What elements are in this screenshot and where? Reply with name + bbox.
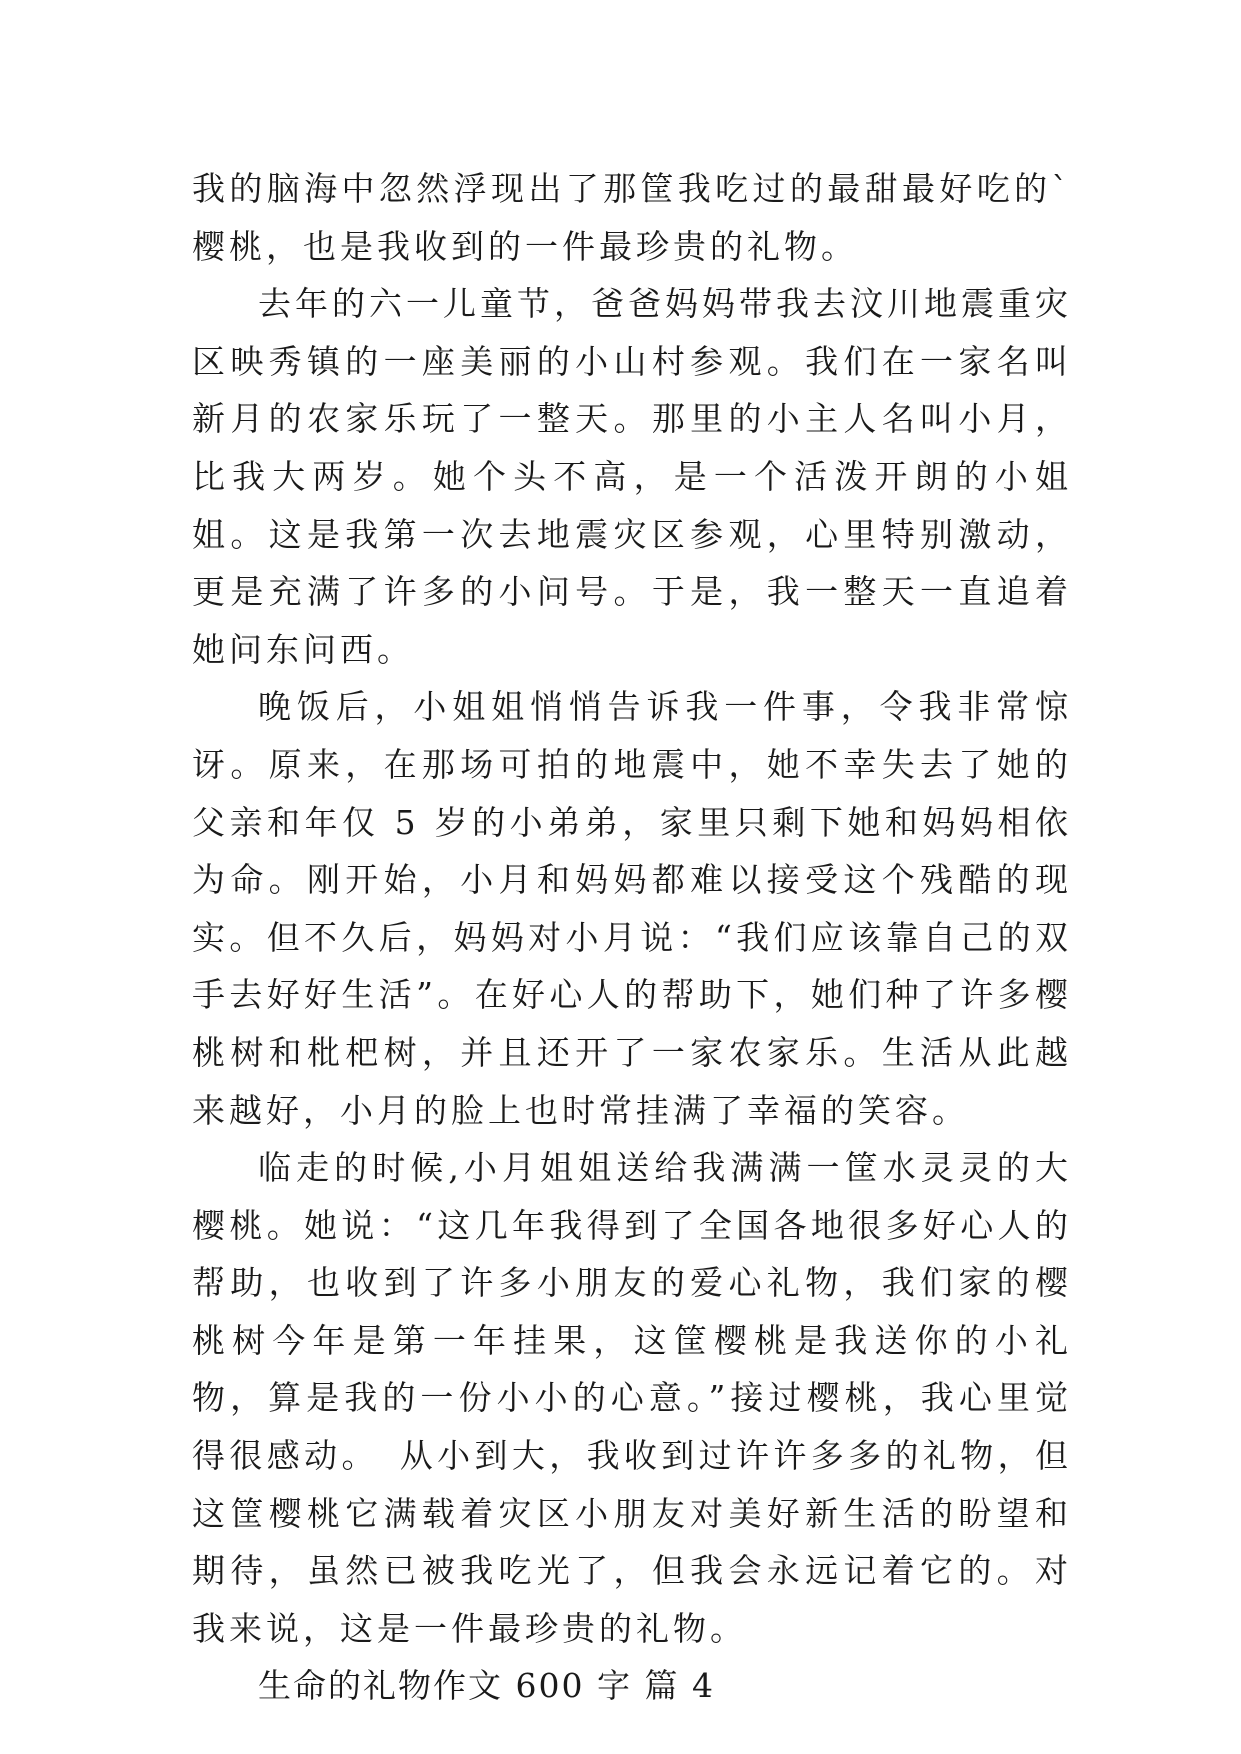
- paragraph-2: 去年的六一儿童节，爸爸妈妈带我去汶川地震重灾区映秀镇的一座美丽的小山村参观。我们在一家名叫新月的农家乐玩了一整天。那里的小主人名叫小月，比我大两岁。她个头不高，是一个活泼开朗的小姐姐。这是我第一次去地震灾区参观，心里特别激动，更是充满了许多的小问号。于是，我一整天一直追着她问东问西。: [192, 284, 1072, 669]
- article-body: [192, 160, 1072, 1715]
- section-heading: 生命的礼物作文 600 字 篇 4: [258, 1666, 715, 1706]
- paragraph-3: 晚饭后，小姐姐悄悄告诉我一件事，令我非常惊讶。原来，在那场可拍的地震中，她不幸失去了她的父亲和年仅 5 岁的小弟弟，家里只剩下她和妈妈相依为命。刚开始，小月和妈妈都难以接受这个残酷的现实。但不久后，妈妈对小月说：“我们应该靠自己的双手去好好生活”。在好心人的帮助下，她们种了许多樱桃树和枇杷树，并且还开了一家农家乐。生活从此越来越好，小月的脸上也时常挂满了幸福的笑容。: [192, 687, 1072, 1130]
- paragraph-4: 临走的时候,小月姐姐送给我满满一筐水灵灵的大樱桃。她说：“这几年我得到了全国各地很多好心人的帮助，也收到了许多小朋友的爱心礼物，我们家的樱桃树今年是第一年挂果，这筐樱桃是我送你的小礼物，算是我的一份小小的心意。”接过樱桃，我心里觉得很感动。 从小到大，我收到过许许多多的礼物，但这筐樱桃它满载着灾区小朋友对美好新生活的盼望和期待，虽然已被我吃光了，但我会永远记着它的。对我来说，这是一件最珍贵的礼物。: [192, 1148, 1072, 1648]
- paragraph-1: 我的脑海中忽然浮现出了那筐我吃过的最甜最好吃的`樱桃，也是我收到的一件最珍贵的礼物。: [192, 169, 1072, 266]
